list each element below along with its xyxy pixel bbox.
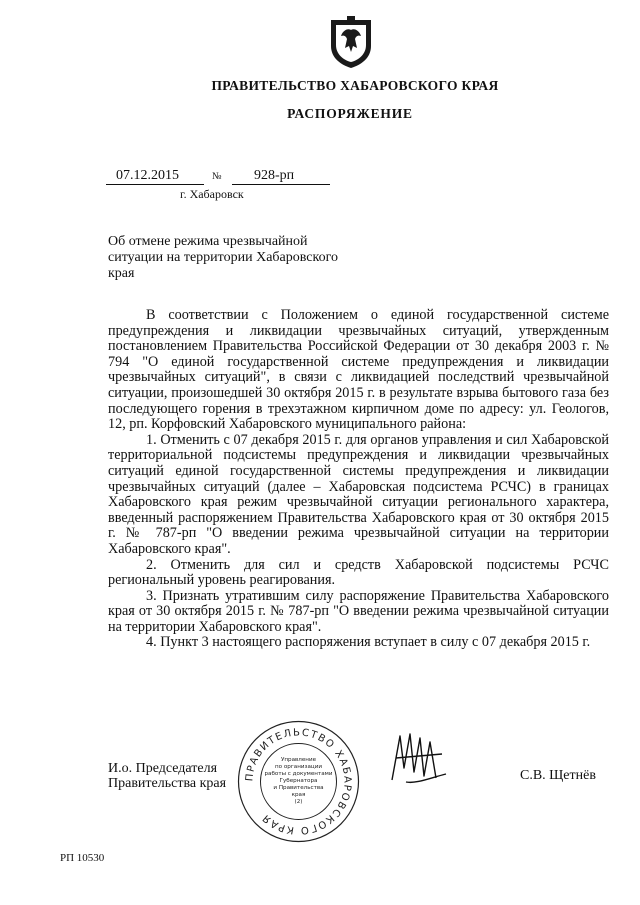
official-seal xyxy=(236,719,361,844)
body-item-2: 2. Отменить для сил и средств Хабаровской подсистемы РСЧС региональный уровень реагирования. xyxy=(108,556,609,589)
government-title: ПРАВИТЕЛЬСТВО ХАБАРОВСКОГО КРАЯ xyxy=(211,78,499,93)
seal-line: по организации xyxy=(275,764,322,770)
seal-line: Управление xyxy=(280,757,317,763)
seal-line: края xyxy=(291,792,306,798)
coat-of-arms-icon xyxy=(327,14,375,70)
seal-line: (2) xyxy=(294,799,303,805)
signatory-position xyxy=(108,761,226,791)
document-code: РП 10530 xyxy=(60,852,105,864)
document-type: РАСПОРЯЖЕНИЕ xyxy=(287,106,413,121)
signatory-position-line1: И.о. Председателя xyxy=(108,761,218,776)
document-subject: Об отмене режима чрезвычайной ситуации на территории Хабаровского края xyxy=(108,234,338,281)
document-number: 928-рп xyxy=(254,168,295,183)
body-preamble: В соответствии с Положением о единой государственной системе предупреждения и ликвидации чрезвычайных ситуаций, утвержденным постановлением Правительства Российской Федерации от 30 декабря 2003 г. № 794 "О единой государственной системе предупреждения и ликвидации чрезвычайных ситуаций", в связи с ликвидацией последствий чрезвычайной ситуации, произошедшей 30 октября 2015 г. в результате взрыва бытового газа без последующего горения в трехэтажном кирпичном доме по адресу: ул. Геологов, 12, рп. Корфовский Хабаровского муниципального района: xyxy=(108,307,609,433)
signatory-position-line2: Правительства края xyxy=(108,776,227,791)
body-item-1: 1. Отменить с 07 декабря 2015 г. для органов управления и сил Хабаровской территориальной подсистемы предупреждения и ликвидации чрезвычайных ситуаций единой государственной системы предупреждения и ликвидации чрезвычайных ситуаций (далее – Хабаровская подсистема РСЧС) в границах Хабаровского края режим чрезвычайной ситуации регионального характера, введенный распоряжением Правительства Хабаровского края от 30 октября 2015 г. № 787-рп "О введении режима чрезвычайной ситуации на территории Хабаровского края". xyxy=(108,431,609,557)
document-city: г. Хабаровск xyxy=(180,187,244,201)
number-underline xyxy=(232,184,330,185)
body-item-3: 3. Признать утратившим силу распоряжение Правительства Хабаровского края от 30 октября 2015 г. № 787-рп "О введении режима чрезвычайной ситуации на территории Хабаровского края". xyxy=(108,587,609,635)
seal-line: работы с документами xyxy=(264,771,333,777)
seal-line: Губернатора xyxy=(279,778,318,784)
number-sign: № xyxy=(212,171,222,182)
document-body xyxy=(108,308,609,651)
date-underline xyxy=(106,184,204,185)
seal-ring-text: ПРАВИТЕЛЬСТВО ХАБАРОВСКОГО КРАЯ xyxy=(244,727,353,836)
document-date: 07.12.2015 xyxy=(116,168,179,183)
body-item-4: 4. Пункт 3 настоящего распоряжения вступает в силу с 07 декабря 2015 г. xyxy=(146,634,591,651)
signatory-name: С.В. Щетнёв xyxy=(520,768,596,783)
seal-line: и Правительства xyxy=(273,785,324,791)
handwritten-signature xyxy=(386,728,456,788)
